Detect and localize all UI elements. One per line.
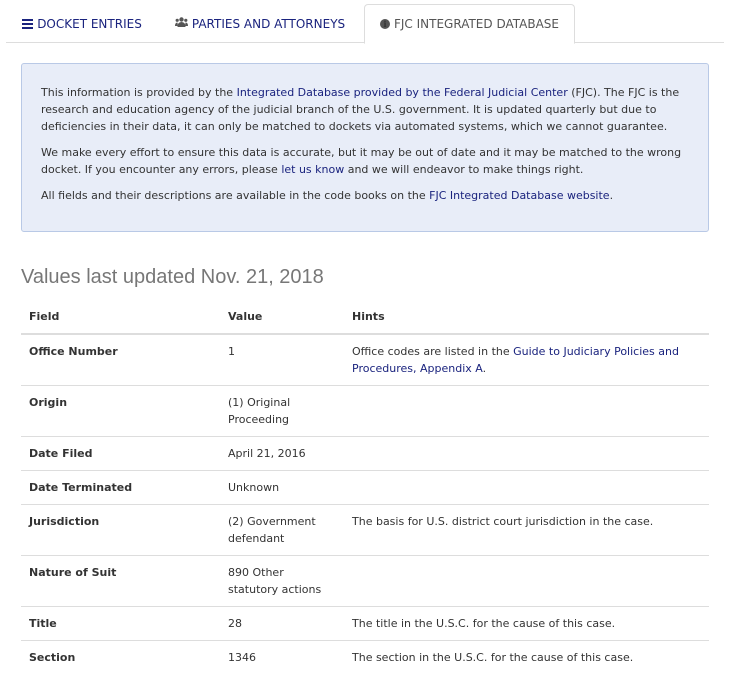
fjc-database-website-link[interactable]: FJC Integrated Database website bbox=[429, 189, 609, 202]
tab-fjc-integrated-database[interactable] bbox=[364, 4, 575, 44]
list-icon bbox=[22, 19, 33, 29]
info-alert bbox=[21, 63, 709, 232]
field-cell: Date Filed bbox=[21, 437, 220, 471]
tab-docket-entries[interactable] bbox=[22, 4, 142, 43]
info-paragraph-1 bbox=[41, 84, 689, 135]
column-header-field: Field bbox=[21, 302, 220, 334]
tab-parties-and-attorneys[interactable] bbox=[174, 4, 346, 43]
table-header-row bbox=[21, 302, 709, 334]
info-text: and we will endeavor to make things right. bbox=[344, 163, 583, 176]
tab-label: FJC INTEGRATED DATABASE bbox=[394, 17, 559, 31]
table-row bbox=[21, 607, 709, 641]
table-row bbox=[21, 556, 709, 607]
info-text: This information is provided by the bbox=[41, 86, 237, 99]
info-text: (FJC). The FJC is the research and education agency of the judicial branch of the U.S. government. It is updated quarterly but due to deficiencies in their data, it can only be matched to dockets via automated systems, which we cannot guarantee. bbox=[41, 86, 679, 133]
table-row bbox=[21, 437, 709, 471]
field-cell: Nature of Suit bbox=[21, 556, 220, 607]
info-paragraph-2 bbox=[41, 144, 689, 178]
hint-cell: The title in the U.S.C. for the cause of this case. bbox=[344, 607, 709, 641]
field-cell: Office Number bbox=[21, 334, 220, 386]
hint-cell: The basis for U.S. district court jurisdiction in the case. bbox=[344, 505, 709, 556]
value-cell: 1346 bbox=[220, 641, 344, 674]
hint-text: . bbox=[483, 362, 487, 375]
page-title: Values last updated Nov. 21, 2018 bbox=[21, 266, 324, 289]
hint-cell bbox=[344, 437, 709, 471]
hint-text: Office codes are listed in the bbox=[352, 345, 513, 358]
info-text: We make every effort to ensure this data is accurate, but it may be out of date and it may be matched to the wrong docket. If you encounter any errors, please bbox=[41, 146, 681, 176]
value-cell: April 21, 2016 bbox=[220, 437, 344, 471]
info-circle-icon: i bbox=[380, 19, 390, 29]
field-cell: Date Terminated bbox=[21, 471, 220, 505]
users-icon bbox=[175, 17, 188, 30]
value-cell: Unknown bbox=[220, 471, 344, 505]
judiciary-policies-link[interactable]: Guide to Judiciary Policies and Procedures, Appendix A bbox=[352, 345, 679, 375]
table-row bbox=[21, 334, 709, 386]
tab-bar bbox=[6, 4, 724, 43]
value-cell: 28 bbox=[220, 607, 344, 641]
value-cell: 890 Other statutory actions bbox=[220, 556, 344, 607]
integrated-database-link[interactable]: Integrated Database provided by the Federal Judicial Center bbox=[237, 86, 568, 99]
value-cell: (2) Government defendant bbox=[220, 505, 344, 556]
hint-cell bbox=[344, 334, 709, 386]
info-text: . bbox=[610, 189, 614, 202]
table-row bbox=[21, 386, 709, 437]
value-cell: 1 bbox=[220, 334, 344, 386]
hint-cell: The section in the U.S.C. for the cause of this case. bbox=[344, 641, 709, 674]
field-cell: Origin bbox=[21, 386, 220, 437]
column-header-value: Value bbox=[220, 302, 344, 334]
value-cell: (1) Original Proceeding bbox=[220, 386, 344, 437]
field-cell: Jurisdiction bbox=[21, 505, 220, 556]
let-us-know-link[interactable]: let us know bbox=[281, 163, 344, 176]
table-row bbox=[21, 471, 709, 505]
fjc-data-table bbox=[21, 302, 709, 674]
tab-label: DOCKET ENTRIES bbox=[37, 17, 142, 31]
hint-cell bbox=[344, 386, 709, 437]
table-row bbox=[21, 505, 709, 556]
info-paragraph-3 bbox=[41, 187, 689, 204]
hint-cell bbox=[344, 556, 709, 607]
hint-cell bbox=[344, 471, 709, 505]
info-text: All fields and their descriptions are available in the code books on the bbox=[41, 189, 429, 202]
column-header-hints: Hints bbox=[344, 302, 709, 334]
tab-label: PARTIES AND ATTORNEYS bbox=[192, 17, 345, 31]
field-cell: Title bbox=[21, 607, 220, 641]
field-cell: Section bbox=[21, 641, 220, 674]
table-row bbox=[21, 641, 709, 674]
